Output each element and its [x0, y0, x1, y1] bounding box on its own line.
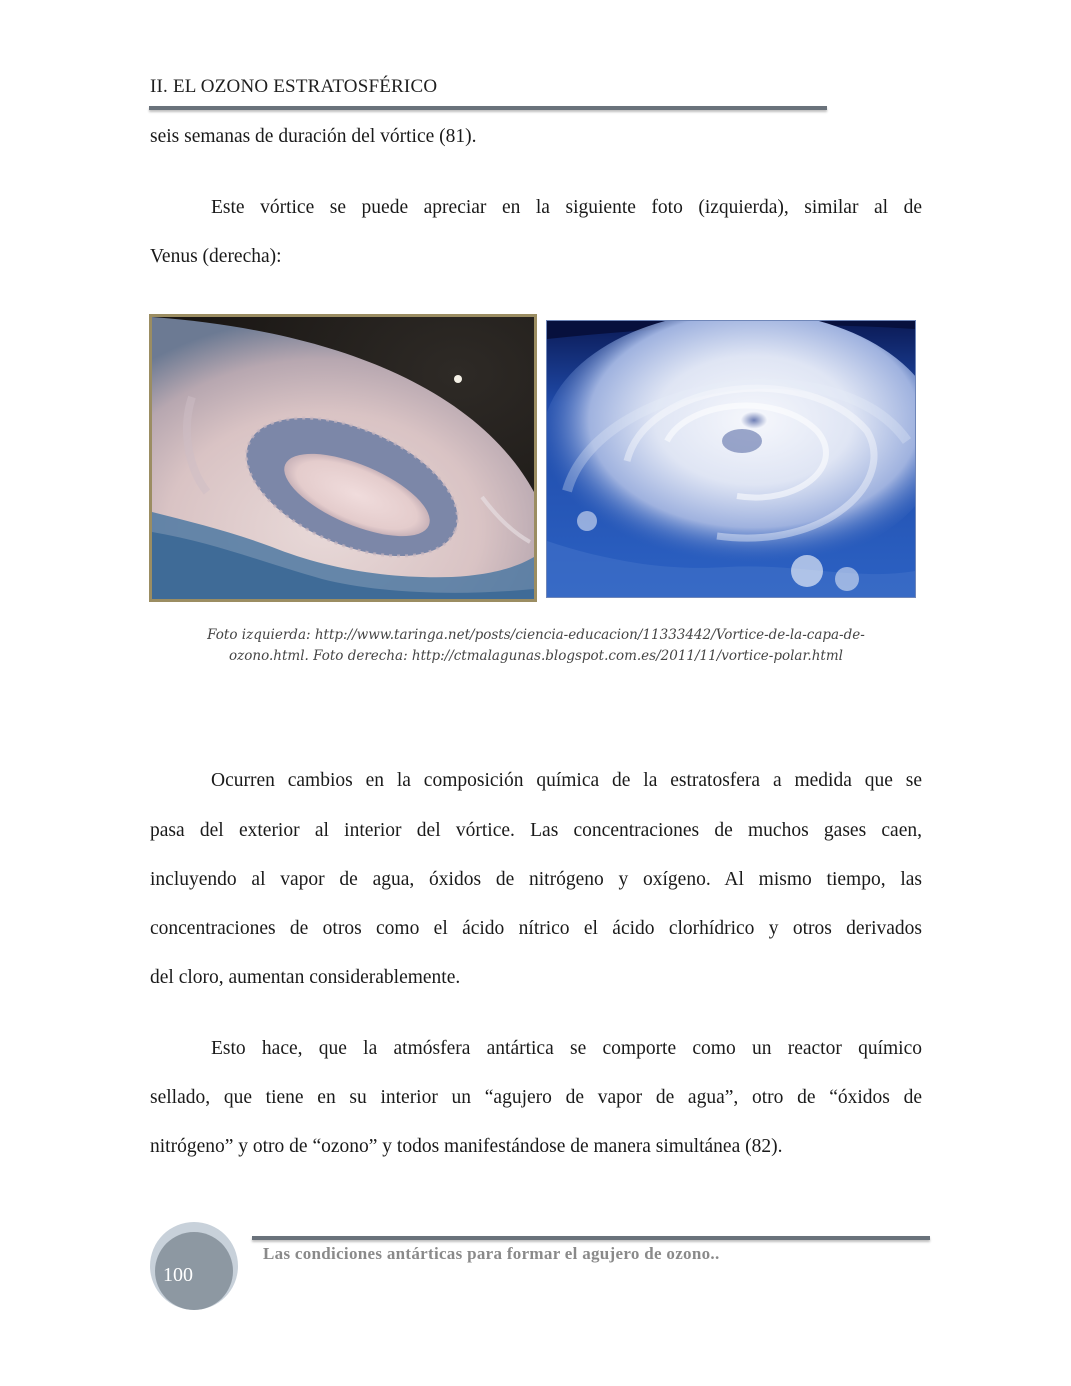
ozone-hole-photo: [149, 314, 537, 602]
paragraph-intro-line: seis semanas de duración del vórtice (81).: [150, 126, 477, 147]
header-divider: [149, 106, 827, 110]
page-number: 100: [163, 1264, 193, 1286]
paragraph-chemistry-line-5: del cloro, aumentan considerablemente.: [150, 967, 461, 988]
footer-running-title: Las condiciones antárticas para formar el agujero de ozono..: [263, 1244, 720, 1263]
figure-caption-line-2: ozono.html. Foto derecha: http://ctmalagunas.blogspot.com.es/2011/11/vortice-polar.html: [229, 648, 843, 664]
paragraph-chemistry-line-2: pasa del exterior al interior del vórtice. Las concentraciones de muchos gases caen,: [150, 820, 922, 841]
paragraph-photo-line-2: Venus (derecha):: [150, 246, 282, 267]
paragraph-chemistry-line-1: Ocurren cambios en la composición química de la estratosfera a medida que se: [211, 770, 922, 791]
chapter-header: II. EL OZONO ESTRATOSFÉRICO: [150, 76, 438, 97]
paragraph-chemistry-line-3: incluyendo al vapor de agua, óxidos de nitrógeno y oxígeno. Al mismo tiempo, las: [150, 869, 922, 890]
figure-caption-line-1: Foto izquierda: http://www.taringa.net/posts/ciencia-educacion/11333442/Vortice-de-la-capa-de-: [207, 627, 865, 643]
paragraph-reactor-line-1: Esto hace, que la atmósfera antártica se comporte como un reactor químico: [211, 1038, 922, 1059]
paragraph-chemistry-line-4: concentraciones de otros como el ácido nítrico el ácido clorhídrico y otros derivados: [150, 918, 922, 939]
polar-vortex-storm-photo: [546, 320, 916, 598]
paragraph-reactor-line-2: sellado, que tiene en su interior un “agujero de vapor de agua”, otro de “óxidos de: [150, 1087, 922, 1108]
footer-divider: [252, 1236, 930, 1240]
paragraph-photo-line-1: Este vórtice se puede apreciar en la siguiente foto (izquierda), similar al de: [211, 197, 922, 218]
paragraph-reactor-line-3: nitrógeno” y otro de “ozono” y todos manifestándose de manera simultánea (82).: [150, 1136, 783, 1157]
